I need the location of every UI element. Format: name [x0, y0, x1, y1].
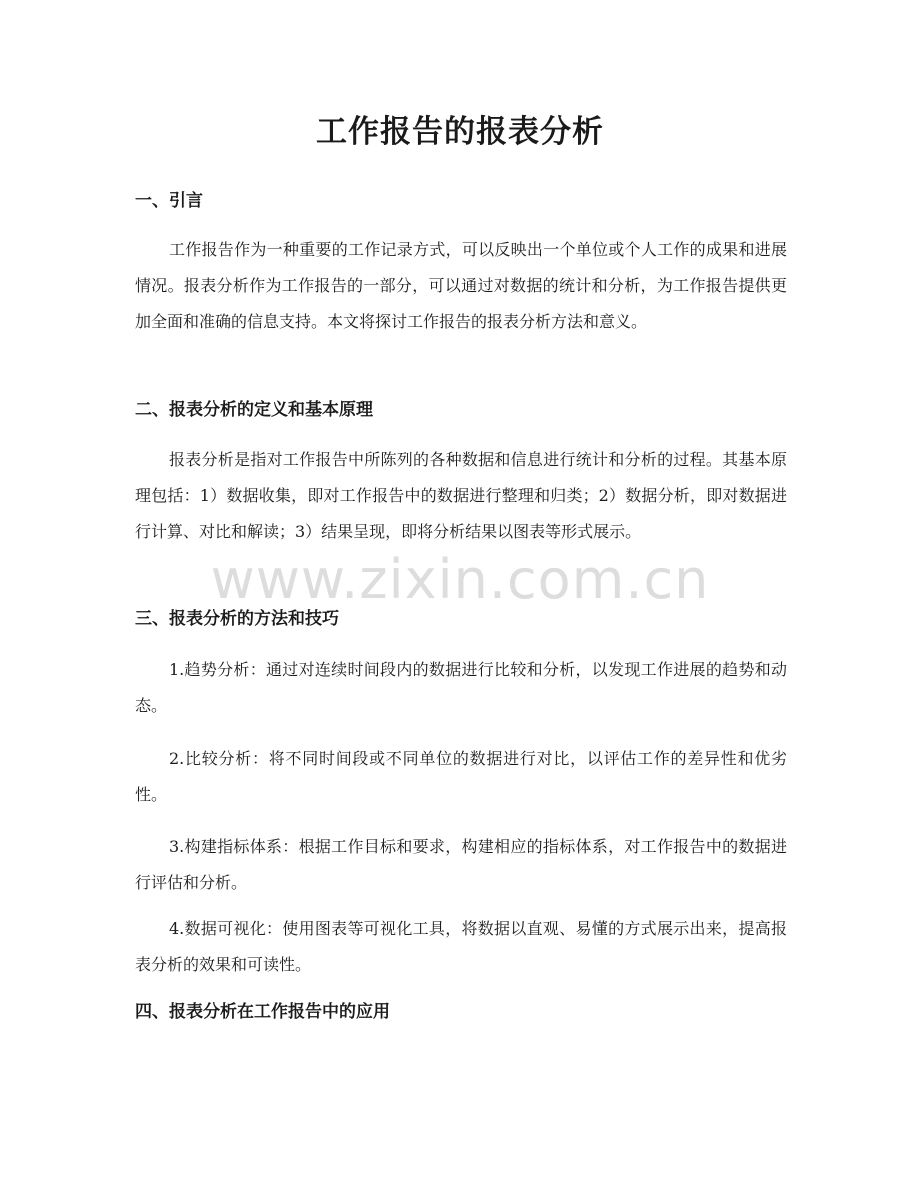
paragraph-method-visualization: 4.数据可视化：使用图表等可视化工具，将数据以直观、易懂的方式展示出来，提高报表分析的效果和可读性。 — [135, 919, 787, 974]
paragraph-method-compare: 2.比较分析：将不同时间段或不同单位的数据进行对比，以评估工作的差异性和优劣性。 — [135, 749, 787, 804]
section-heading-methods: 三、报表分析的方法和技巧 — [135, 609, 339, 629]
paragraph-definition: 报表分析是指对工作报告中所陈列的各种数据和信息进行统计和分析的过程。其基本原理包括：1）数据收集，即对工作报告中的数据进行整理和归类；2）数据分析，即对数据进行计算、对比和解读；3）结果呈现，即将分析结果以图表等形式展示。 — [135, 450, 787, 541]
section-heading-application: 四、报表分析在工作报告中的应用 — [135, 1002, 390, 1022]
document-title: 工作报告的报表分析 — [316, 114, 604, 150]
section-heading-intro: 一、引言 — [135, 191, 203, 211]
paragraph-method-indicators: 3.构建指标体系：根据工作目标和要求，构建相应的指标体系，对工作报告中的数据进行评估和分析。 — [135, 837, 787, 892]
paragraph-method-trend: 1.趋势分析：通过对连续时间段内的数据进行比较和分析，以发现工作进展的趋势和动态。 — [135, 660, 787, 715]
section-heading-definition: 二、报表分析的定义和基本原理 — [135, 400, 373, 420]
watermark-text: www.zixin.com.cn — [210, 548, 710, 611]
paragraph-intro: 工作报告作为一种重要的工作记录方式，可以反映出一个单位或个人工作的成果和进展情况。报表分析作为工作报告的一部分，可以通过对数据的统计和分析，为工作报告提供更加全面和准确的信息支持。本文将探讨工作报告的报表分析方法和意义。 — [135, 240, 787, 331]
